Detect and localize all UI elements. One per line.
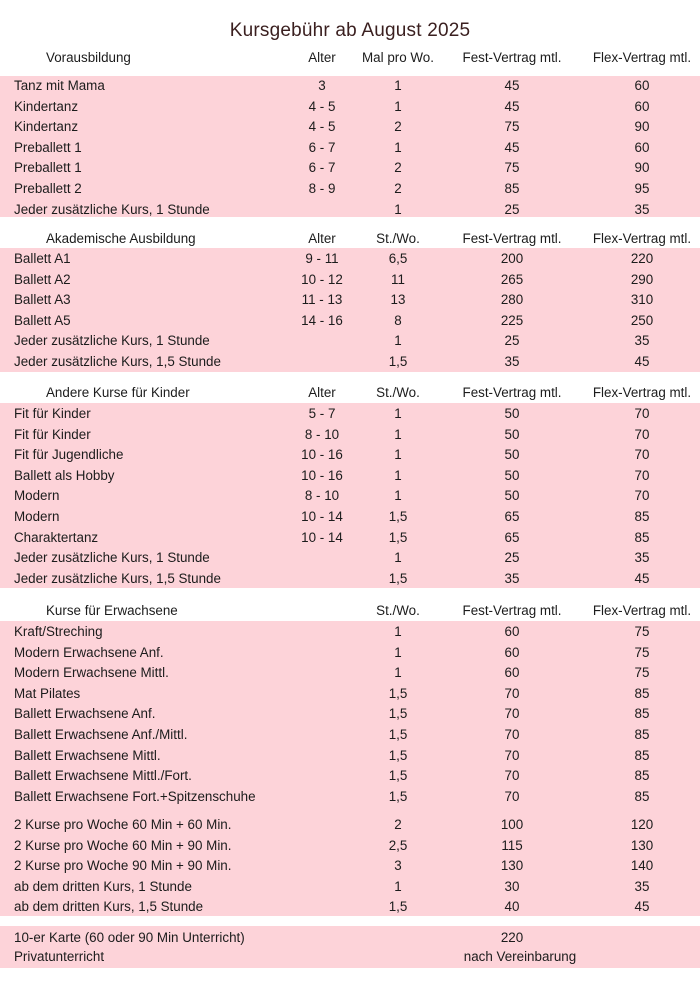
- course-name: 10-er Karte (60 oder 90 Min Unterricht): [14, 930, 245, 945]
- table-row: [0, 684, 700, 704]
- frequency-value: 2: [394, 181, 402, 196]
- fest-price: 50: [504, 406, 520, 421]
- fest-price: 65: [504, 509, 520, 524]
- frequency-value: 3: [394, 858, 402, 874]
- column-header-frequency: St./Wo.: [376, 385, 420, 400]
- flex-price: 70: [634, 488, 650, 504]
- table-row: [0, 548, 700, 568]
- flex-price: 60: [634, 98, 650, 114]
- column-header-fest: Fest-Vertrag mtl.: [462, 231, 562, 246]
- fest-price: 35: [504, 570, 520, 586]
- fest-price: 45: [504, 139, 520, 155]
- frequency-value: 1,5: [388, 768, 408, 784]
- column-header-age: Alter: [308, 50, 336, 65]
- flex-price: 70: [634, 406, 650, 421]
- frequency-value: 1: [394, 550, 402, 566]
- column-header-flex: Flex-Vertrag mtl.: [592, 50, 692, 65]
- table-row: [0, 270, 700, 290]
- fest-price: 100: [500, 817, 524, 832]
- flex-price: 60: [634, 139, 650, 155]
- frequency-value: 1,5: [388, 354, 408, 369]
- age-value: 8 - 10: [304, 488, 340, 504]
- frequency-value: 1: [394, 488, 402, 504]
- frequency-value: 1,5: [388, 727, 408, 742]
- column-header-age: Alter: [308, 231, 336, 246]
- course-name: Jeder zusätzliche Kurs, 1,5 Stunde: [14, 354, 221, 369]
- table-row: [0, 249, 700, 269]
- frequency-value: 11: [391, 271, 405, 287]
- fest-price: 70: [504, 747, 520, 763]
- page-title: Kursgebühr ab August 2025: [229, 20, 471, 41]
- fest-price: 85: [504, 181, 520, 196]
- section-title: Kurse für Erwachsene: [46, 603, 178, 618]
- table-row: [0, 815, 700, 835]
- flex-price: 90: [634, 160, 650, 176]
- flex-price: 70: [634, 467, 650, 483]
- fest-price: 60: [504, 644, 520, 660]
- course-name: Modern: [14, 509, 60, 524]
- flex-price: 290: [630, 271, 654, 287]
- frequency-value: 1: [394, 98, 402, 114]
- section-header: [0, 601, 700, 621]
- course-name: ab dem dritten Kurs, 1 Stunde: [14, 878, 192, 894]
- table-row: [0, 928, 700, 948]
- course-name: Modern: [14, 488, 60, 504]
- fest-price: 25: [504, 550, 520, 566]
- table-row: [0, 897, 700, 917]
- fest-price: 60: [504, 665, 520, 681]
- table-row: [0, 425, 700, 445]
- fest-price: 225: [500, 312, 524, 328]
- fest-price: 75: [504, 160, 520, 176]
- table-row: [0, 200, 700, 220]
- column-header-frequency: St./Wo.: [376, 231, 420, 246]
- column-header-frequency: St./Wo.: [376, 603, 420, 618]
- flex-price: 35: [634, 201, 650, 217]
- course-name: Preballett 1: [14, 160, 82, 176]
- frequency-value: 1: [394, 139, 402, 155]
- frequency-value: 1: [394, 333, 402, 349]
- frequency-value: 1,5: [388, 509, 408, 524]
- frequency-value: 1: [394, 426, 402, 442]
- table-row: [0, 486, 700, 506]
- course-name: Ballett Erwachsene Mittl.: [14, 747, 161, 763]
- flex-price: 250: [630, 312, 654, 328]
- course-name: Ballett A2: [14, 271, 71, 287]
- course-name: Preballett 1: [14, 139, 82, 155]
- frequency-value: 2: [394, 817, 402, 832]
- frequency-value: 8: [394, 312, 402, 328]
- table-row: [0, 76, 700, 96]
- course-name: Kindertanz: [14, 119, 79, 135]
- course-name: Fit für Kinder: [14, 406, 91, 421]
- age-value: 11 - 13: [301, 292, 343, 308]
- frequency-value: 2: [394, 160, 402, 176]
- course-name: ab dem dritten Kurs, 1,5 Stunde: [14, 899, 204, 915]
- flex-price: 75: [634, 644, 650, 660]
- table-row: [0, 569, 700, 589]
- table-row: [0, 746, 700, 766]
- flex-price: 90: [634, 119, 650, 135]
- table-row: [0, 466, 700, 486]
- frequency-value: 13: [390, 292, 406, 308]
- course-name: Modern Erwachsene Anf.: [14, 644, 164, 660]
- table-row: [0, 404, 700, 424]
- flex-price: 60: [634, 78, 650, 93]
- course-name: Ballett Erwachsene Fort.+Spitzenschuhe: [14, 788, 256, 804]
- fest-price: 50: [504, 447, 520, 463]
- flex-price: 35: [634, 878, 650, 894]
- course-name: Jeder zusätzliche Kurs, 1 Stunde: [14, 201, 210, 217]
- frequency-value: 1,5: [388, 570, 408, 586]
- age-value: 8 - 9: [308, 181, 336, 196]
- frequency-value: 1,5: [388, 529, 408, 545]
- frequency-value: 1: [394, 624, 402, 639]
- fest-price: 25: [504, 201, 520, 217]
- frequency-value: 1,5: [388, 685, 408, 701]
- column-header-flex: Flex-Vertrag mtl.: [592, 603, 692, 618]
- fest-price: 75: [504, 119, 520, 135]
- flex-price: 85: [634, 788, 650, 804]
- course-name: Kindertanz: [14, 98, 79, 114]
- frequency-value: 1: [394, 878, 402, 894]
- table-row: [0, 877, 700, 897]
- table-row: [0, 643, 700, 663]
- course-name: Ballett Erwachsene Anf./Mittl.: [14, 727, 188, 742]
- table-row: [0, 663, 700, 683]
- table-row: [0, 622, 700, 642]
- column-header-age: Alter: [308, 385, 336, 400]
- table-row: [0, 507, 700, 527]
- course-name: 2 Kurse pro Woche 60 Min + 90 Min.: [14, 837, 232, 853]
- flex-price: 45: [634, 570, 650, 586]
- course-name: Fit für Jugendliche: [14, 447, 124, 463]
- flex-price: 45: [634, 354, 650, 369]
- column-header-flex: Flex-Vertrag mtl.: [592, 385, 692, 400]
- fest-price: 40: [504, 899, 520, 915]
- fest-price: 60: [504, 624, 520, 639]
- frequency-value: 1,5: [388, 747, 408, 763]
- fest-price: 70: [504, 706, 520, 722]
- frequency-value: 1,5: [388, 899, 408, 915]
- table-row: [0, 766, 700, 786]
- fest-price: 200: [500, 251, 524, 266]
- course-name: Fit für Kinder: [14, 426, 91, 442]
- frequency-value: 1: [394, 78, 402, 93]
- table-row: [0, 117, 700, 137]
- age-value: 8 - 10: [304, 426, 340, 442]
- age-value: 10 - 12: [301, 271, 343, 287]
- age-value: 3: [318, 78, 326, 93]
- table-row: [0, 138, 700, 158]
- table-row: [0, 179, 700, 199]
- course-name: Privatunterricht: [14, 949, 105, 964]
- course-name: Kraft/Streching: [14, 624, 103, 639]
- fest-price: 50: [504, 426, 520, 442]
- frequency-value: 2: [394, 119, 402, 135]
- age-value: 4 - 5: [308, 98, 336, 114]
- flex-price: 85: [634, 747, 650, 763]
- fest-price: 50: [504, 488, 520, 504]
- frequency-value: 1: [394, 201, 402, 217]
- flex-price: 85: [634, 509, 650, 524]
- fest-price: 115: [501, 837, 523, 853]
- table-row: [0, 947, 700, 967]
- fest-price: 65: [504, 529, 520, 545]
- age-value: 10 - 14: [301, 529, 343, 545]
- flex-price: 130: [630, 837, 654, 853]
- age-value: 10 - 16: [301, 467, 343, 483]
- flex-price: 35: [634, 333, 650, 349]
- course-name: Ballett Erwachsene Anf.: [14, 706, 156, 722]
- age-value: 9 - 11: [305, 251, 339, 266]
- price-value: 220: [500, 930, 524, 945]
- table-row: [0, 445, 700, 465]
- course-name: 2 Kurse pro Woche 90 Min + 90 Min.: [14, 858, 232, 874]
- flex-price: 75: [634, 665, 650, 681]
- course-name: Ballett A3: [14, 292, 71, 308]
- flex-price: 310: [630, 292, 654, 308]
- table-row: [0, 331, 700, 351]
- course-name: Ballett Erwachsene Mittl./Fort.: [14, 768, 192, 784]
- frequency-value: 1,5: [388, 706, 408, 722]
- frequency-value: 1,5: [388, 788, 408, 804]
- section-title: Andere Kurse für Kinder: [46, 385, 190, 400]
- fest-price: 35: [504, 354, 520, 369]
- flex-price: 95: [634, 181, 650, 196]
- flex-price: 85: [634, 529, 650, 545]
- price-value: nach Vereinbarung: [463, 949, 577, 964]
- frequency-value: 2,5: [388, 837, 408, 853]
- section-header: [0, 383, 700, 403]
- fest-price: 130: [500, 858, 524, 874]
- flex-price: 85: [634, 685, 650, 701]
- column-header-fest: Fest-Vertrag mtl.: [462, 385, 562, 400]
- table-row: [0, 725, 700, 745]
- course-name: Ballett A1: [14, 251, 71, 266]
- table-row: [0, 352, 700, 372]
- column-header-fest: Fest-Vertrag mtl.: [462, 50, 562, 65]
- fest-price: 45: [504, 98, 520, 114]
- column-header-fest: Fest-Vertrag mtl.: [462, 603, 562, 618]
- table-row: [0, 836, 700, 856]
- course-name: Tanz mit Mama: [14, 78, 105, 93]
- fest-price: 25: [504, 333, 520, 349]
- fest-price: 50: [504, 467, 520, 483]
- age-value: 14 - 16: [301, 312, 343, 328]
- flex-price: 85: [634, 727, 650, 742]
- age-value: 4 - 5: [308, 119, 336, 135]
- table-row: [0, 97, 700, 117]
- frequency-value: 1: [394, 447, 402, 463]
- table-row: [0, 158, 700, 178]
- fest-price: 70: [504, 727, 520, 742]
- column-header-frequency: Mal pro Wo.: [362, 50, 434, 65]
- course-name: Jeder zusätzliche Kurs, 1 Stunde: [14, 550, 210, 566]
- flex-price: 120: [630, 817, 654, 832]
- table-row: [0, 787, 700, 807]
- course-name: Mat Pilates: [14, 685, 81, 701]
- course-name: Ballett als Hobby: [14, 467, 115, 483]
- course-name: Charaktertanz: [14, 529, 99, 545]
- fest-price: 265: [500, 271, 524, 287]
- frequency-value: 1: [394, 406, 402, 421]
- section-header: [0, 48, 700, 68]
- frequency-value: 1: [394, 644, 402, 660]
- age-value: 5 - 7: [308, 406, 336, 421]
- fest-price: 70: [504, 788, 520, 804]
- age-value: 6 - 7: [308, 139, 336, 155]
- fest-price: 70: [504, 685, 520, 701]
- flex-price: 75: [634, 624, 650, 639]
- fest-price: 70: [504, 768, 520, 784]
- table-row: [0, 311, 700, 331]
- age-value: 6 - 7: [308, 160, 336, 176]
- course-name: Modern Erwachsene Mittl.: [14, 665, 169, 681]
- flex-price: 85: [634, 706, 650, 722]
- frequency-value: 1: [394, 467, 402, 483]
- course-name: Jeder zusätzliche Kurs, 1,5 Stunde: [14, 570, 221, 586]
- frequency-value: 1: [394, 665, 402, 681]
- section-title: Akademische Ausbildung: [46, 231, 196, 246]
- fest-price: 45: [504, 78, 520, 93]
- flex-price: 45: [634, 899, 650, 915]
- age-value: 10 - 14: [301, 509, 343, 524]
- course-name: 2 Kurse pro Woche 60 Min + 60 Min.: [14, 817, 232, 832]
- table-row: [0, 704, 700, 724]
- flex-price: 220: [630, 251, 654, 266]
- column-header-flex: Flex-Vertrag mtl.: [592, 231, 692, 246]
- table-row: [0, 528, 700, 548]
- frequency-value: 6,5: [388, 251, 408, 266]
- flex-price: 70: [634, 426, 650, 442]
- course-name: Ballett A5: [14, 312, 71, 328]
- section-title: Vorausbildung: [46, 50, 131, 65]
- flex-price: 140: [630, 858, 654, 874]
- flex-price: 85: [634, 768, 650, 784]
- flex-price: 70: [634, 447, 650, 463]
- flex-price: 35: [634, 550, 650, 566]
- table-row: [0, 856, 700, 876]
- age-value: 10 - 16: [301, 447, 343, 463]
- section-header: [0, 229, 700, 249]
- fest-price: 30: [504, 878, 520, 894]
- table-row: [0, 290, 700, 310]
- course-name: Jeder zusätzliche Kurs, 1 Stunde: [14, 333, 210, 349]
- fest-price: 280: [500, 292, 524, 308]
- course-name: Preballett 2: [14, 181, 82, 196]
